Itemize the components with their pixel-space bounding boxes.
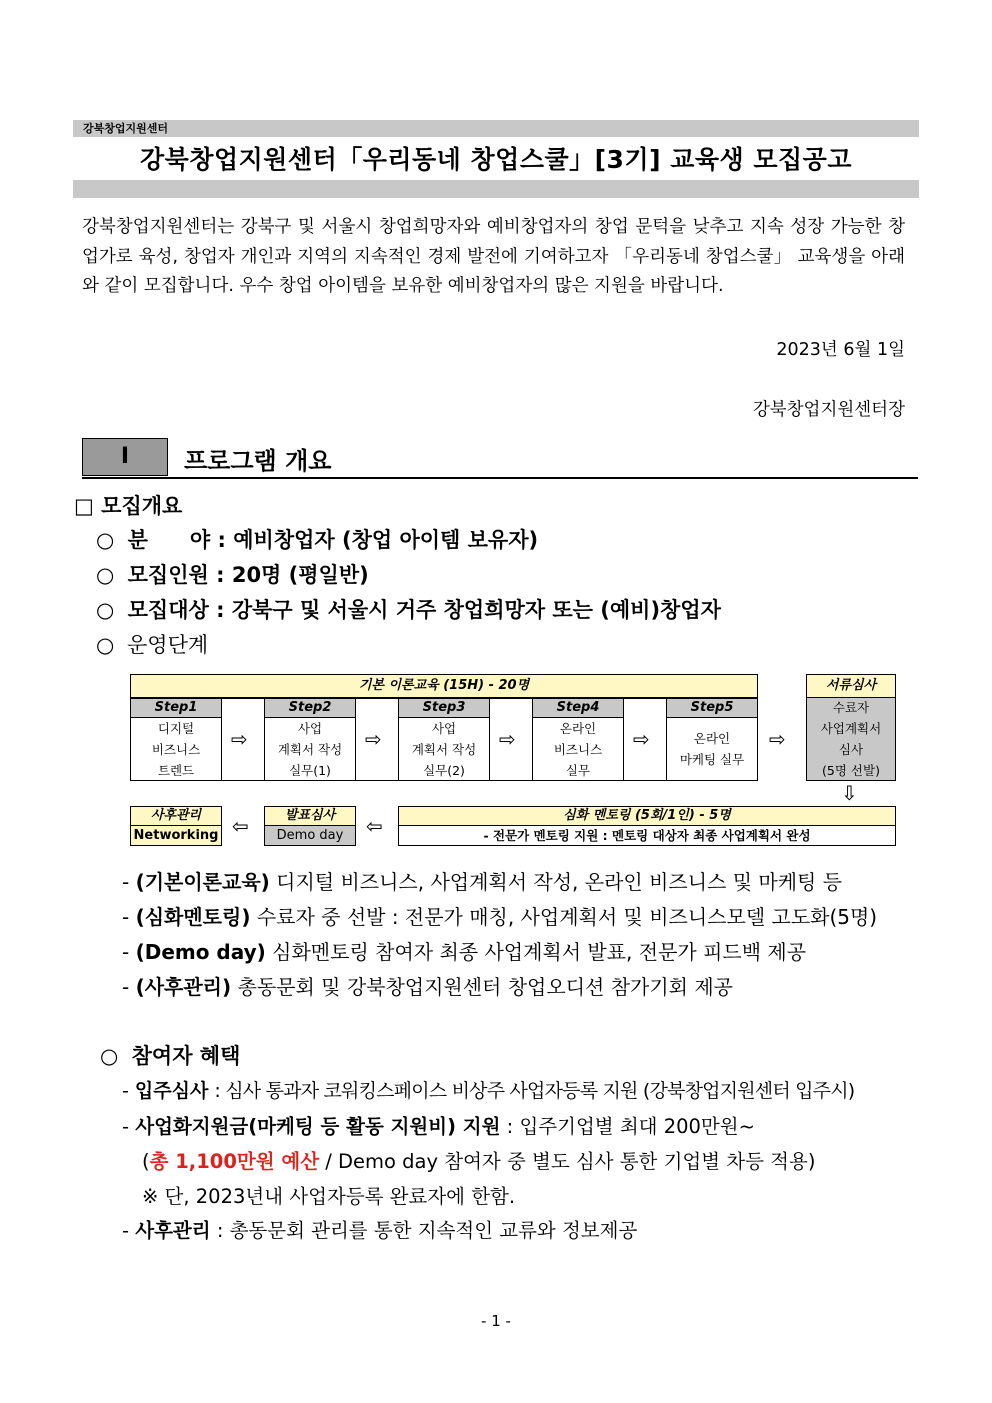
basic-education-header: 기본 이론교육 (15H) - 20명	[130, 674, 758, 698]
title-underbar	[73, 180, 919, 198]
right-arrow-icon: ⇨	[231, 727, 248, 751]
benefit-aftercare: - 사후관리 : 총동문회 관리를 통한 지속적인 교류와 정보제공	[122, 1219, 638, 1242]
bullet: ○	[96, 633, 115, 657]
step-header: Step5	[666, 698, 758, 718]
review-header: 서류심사	[806, 674, 896, 698]
budget-amount: 총 1,100만원 예산	[149, 1150, 320, 1173]
detail-item: - (사후관리) 총동문회 및 강북창업지원센터 창업오디션 참가기회 제공	[122, 975, 733, 999]
right-arrow-icon: ⇨	[365, 727, 382, 751]
recruit-item-value: 강북구 및 서울시 거주 창업희망자 또는 (예비)창업자	[231, 598, 721, 622]
step-line: 비즈니스	[553, 741, 603, 757]
pitch-body: Demo day	[264, 825, 356, 846]
recruit-item-value: 20명 (평일반)	[231, 563, 369, 587]
bullet: ○	[96, 528, 115, 552]
bullet: ○	[100, 1044, 119, 1068]
budget-rest: / Demo day 참여자 중 별도 심사 통한 기업별 차등 적용)	[319, 1150, 816, 1173]
signature: 강북창업지원센터장	[752, 400, 905, 420]
detail-label: (기본이론교육)	[135, 870, 270, 894]
detail-text: 심화멘토링 참여자 최종 사업계획서 발표, 전문가 피드백 제공	[272, 940, 807, 964]
section-divider	[82, 477, 918, 479]
step-line: 사업	[431, 720, 457, 736]
recruit-item: ○ 모집대상 : 강북구 및 서울시 거주 창업희망자 또는 (예비)창업자	[96, 598, 721, 622]
org-label-bar	[73, 120, 919, 137]
step-header: Step3	[398, 698, 490, 718]
page-title: 강북창업지원센터「우리동네 창업스쿨」[3기] 교육생 모집공고	[140, 145, 852, 174]
benefit-funding: - 사업화지원금(마케팅 등 활동 지원비) 지원 : 입주기업별 최대 200만원~	[122, 1115, 755, 1138]
budget-open: (	[142, 1150, 150, 1173]
step-header: Step2	[264, 698, 356, 718]
detail-text: 디지털 비즈니스, 사업계획서 작성, 온라인 비즈니스 및 마케팅 등	[276, 870, 843, 894]
step-body	[130, 717, 222, 781]
aftercare-header: 사후관리	[130, 806, 222, 826]
step-line: 실무(1)	[289, 762, 331, 778]
benefit-label: 사업화지원금(마케팅 등 활동 지원비) 지원	[135, 1115, 501, 1138]
recruit-item: ○ 모집인원 : 20명 (평일반)	[96, 563, 369, 587]
step-line: 마케팅 실무	[679, 752, 745, 767]
aftercare-body: Networking	[130, 825, 222, 846]
recruit-heading: □ 모집개요	[74, 494, 183, 518]
bullet: ○	[96, 563, 115, 587]
detail-label: (사후관리)	[135, 975, 232, 999]
recruit-item-label: 분 야	[127, 528, 211, 552]
review-line: 심사	[838, 742, 864, 757]
benefit-text: : 심사 통과자 코워킹스페이스 비상주 사업자등록 지원 (강북창업지원센터 입주시)	[214, 1080, 855, 1102]
right-arrow-icon: ⇨	[769, 727, 786, 751]
step-line: 디지털	[157, 720, 195, 736]
recruit-item-label: 모집대상	[127, 598, 209, 622]
org-label: 강북창업지원센터	[83, 122, 169, 135]
funding-budget-line	[142, 1146, 815, 1174]
review-line: 사업계획서	[820, 721, 882, 736]
detail-label: (Demo day)	[135, 940, 266, 964]
step-line: 계획서 작성	[277, 741, 343, 757]
step-header: Step4	[532, 698, 624, 718]
step-body	[666, 717, 758, 781]
step-line: 트렌드	[157, 762, 195, 778]
pitch-header: 발표심사	[264, 806, 356, 826]
benefit-text: : 입주기업별 최대 200만원~	[506, 1115, 755, 1138]
review-body	[806, 697, 896, 781]
section-number: Ⅰ	[82, 438, 168, 476]
benefit-text: : 총동문회 관리를 통한 지속적인 교류와 정보제공	[216, 1219, 638, 1242]
benefit-label: 사후관리	[135, 1219, 211, 1242]
mentoring-header: 심화 멘토링 (5회/1인) - 5명	[398, 806, 896, 826]
step-body	[532, 717, 624, 781]
step-line: 온라인	[693, 731, 731, 746]
mentoring-body: - 전문가 멘토링 지원 : 멘토링 대상자 최종 사업계획서 완성	[398, 825, 896, 846]
detail-item: - (기본이론교육) 디지털 비즈니스, 사업계획서 작성, 온라인 비즈니스 및 마케팅 등	[122, 870, 843, 894]
down-arrow-icon: ⇩	[841, 781, 858, 805]
left-arrow-icon: ⇦	[366, 814, 383, 838]
funding-note: ※ 단, 2023년내 사업자등록 완료자에 한함.	[142, 1185, 516, 1208]
review-line: (5명 선발)	[822, 763, 880, 778]
benefits-item	[100, 1040, 240, 1070]
left-arrow-icon: ⇦	[232, 814, 249, 838]
detail-text: 수료자 중 선발 : 전문가 매칭, 사업계획서 및 비즈니스모델 고도화(5명)	[256, 905, 878, 929]
step-header: Step1	[130, 698, 222, 718]
recruit-item-label: 모집인원	[127, 563, 209, 587]
step-line: 실무(2)	[423, 762, 465, 778]
step-line: 온라인	[559, 720, 597, 736]
page-number: - 1 -	[481, 1312, 511, 1330]
section-title: 프로그램 개요	[184, 447, 332, 475]
step-line: 계획서 작성	[411, 741, 477, 757]
detail-item: - (심화멘토링) 수료자 중 선발 : 전문가 매칭, 사업계획서 및 비즈니스모델 고도화(5명)	[122, 905, 878, 929]
step-line: 사업	[297, 720, 323, 736]
step-line: 비즈니스	[151, 741, 201, 757]
step-body	[398, 717, 490, 781]
announce-date: 2023년 6월 1일	[776, 340, 905, 360]
stage-label: 운영단계	[127, 633, 209, 657]
intro-paragraph: 강북창업지원센터는 강북구 및 서울시 창업희망자와 예비창업자의 창업 문턱을 낮추고 지속 성장 가능한 창업가로 육성, 창업자 개인과 지역의 지속적인 경제 발전에 기여하고자 「우리동네 창업스쿨」 교육생을 아래와 같이 모집합니다. 우수 창업 아이템을 보유한 예비창업자의 많은 지원을 바랍니다.	[82, 217, 905, 296]
recruit-item: ○ 분 야 : 예비창업자 (창업 아이템 보유자)	[96, 528, 539, 552]
right-arrow-icon: ⇨	[633, 727, 650, 751]
detail-text: 총동문회 및 강북창업지원센터 창업오디션 참가기회 제공	[237, 975, 733, 999]
benefit-label: 입주심사	[134, 1080, 209, 1102]
step-line: 실무	[565, 762, 591, 778]
right-arrow-icon: ⇨	[499, 727, 516, 751]
stage-item	[96, 629, 208, 659]
review-line: 수료자	[832, 700, 870, 715]
benefits-heading: 참여자 혜택	[131, 1044, 241, 1068]
bullet: ○	[96, 598, 115, 622]
detail-label: (심화멘토링)	[135, 905, 251, 929]
detail-item: - (Demo day) 심화멘토링 참여자 최종 사업계획서 발표, 전문가 피드백 제공	[122, 940, 807, 964]
recruit-item-value: 예비창업자 (창업 아이템 보유자)	[233, 528, 539, 552]
benefit-move-in: - 입주심사 : 심사 통과자 코워킹스페이스 비상주 사업자등록 지원 (강북창업지원센터 입주시)	[122, 1080, 855, 1102]
step-body	[264, 717, 356, 781]
